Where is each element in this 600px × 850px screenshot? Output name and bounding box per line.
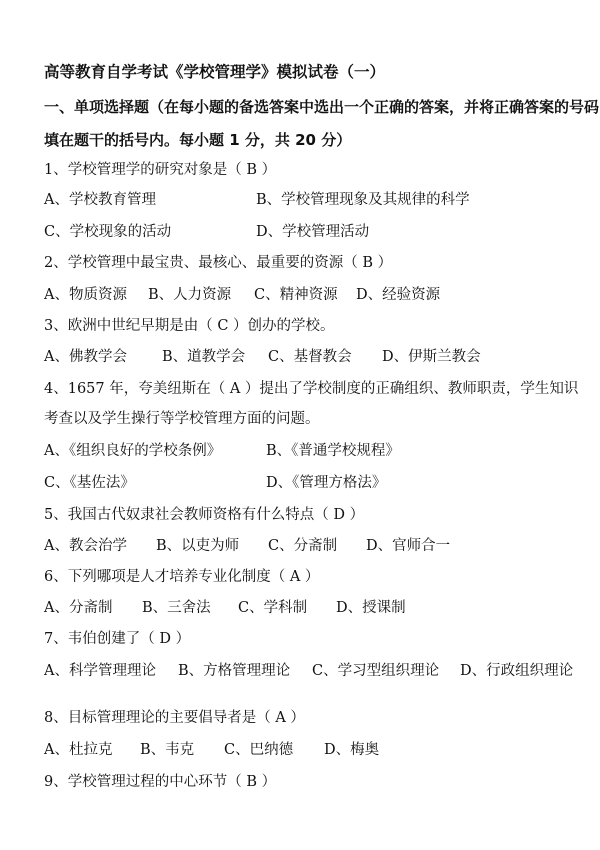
question-5-option-d: D、官师合一 <box>366 538 451 554</box>
question-6-option-b: B、三舍法 <box>142 600 211 616</box>
question-2-option-d: D、经验资源 <box>356 287 441 303</box>
question-4-option-a: A、《组织良好的学校条例》 <box>44 443 222 459</box>
question-7-option-d: D、行政组织理论 <box>460 663 574 679</box>
question-6-option-c: C、学科制 <box>238 600 308 616</box>
question-5-option-b: B、以吏为师 <box>156 538 240 554</box>
question-2-option-a: A、物质资源 <box>44 287 127 303</box>
question-4-option-d: D、《管理方格法》 <box>266 475 387 491</box>
question-7-option-c: C、学习型组织理论 <box>312 663 440 679</box>
question-1-option-c: C、学校现象的活动 <box>44 224 172 240</box>
question-8-option-b: B、韦克 <box>140 742 195 758</box>
question-4-stem-line1: 4、1657 年，夸美纽斯在（ A ）提出了学校制度的正确组织、教师职责，学生知识 <box>44 381 579 397</box>
question-3-stem: 3、欧洲中世纪早期是由（ C ）创办的学校。 <box>44 318 335 334</box>
question-2-stem: 2、学校管理中最宝贵、最核心、最重要的资源（ B ） <box>44 255 393 271</box>
question-9-stem: 9、学校管理过程的中心环节（ B ） <box>44 774 277 790</box>
question-2-option-b: B、人力资源 <box>148 287 232 303</box>
question-3-option-a: A、佛教学会 <box>44 349 127 365</box>
question-4-stem-line2: 考查以及学生操行等学校管理方面的问题。 <box>44 411 320 427</box>
question-3-option-d: D、伊斯兰教会 <box>382 349 481 365</box>
question-7-option-a: A、科学管理理论 <box>44 663 156 679</box>
question-4-option-c: C、《基佐法》 <box>44 475 135 491</box>
question-1-option-b: B、学校管理现象及其规律的科学 <box>256 192 470 208</box>
question-7-option-b: B、方格管理理论 <box>178 663 291 679</box>
question-1-stem: 1、学校管理学的研究对象是（ B ） <box>44 162 277 178</box>
section-heading-line1: 一、单项选择题（在每小题的备选答案中选出一个正确的答案，并将正确答案的号码 <box>44 98 600 116</box>
question-4-option-b: B、《普通学校规程》 <box>266 443 400 459</box>
question-1-option-d: D、学校管理活动 <box>256 224 370 240</box>
question-5-option-a: A、教会治学 <box>44 538 127 554</box>
question-8-option-a: A、杜拉克 <box>44 742 113 758</box>
question-6-option-d: D、授课制 <box>336 600 406 616</box>
exam-title: 高等教育自学考试《学校管理学》模拟试卷（一） <box>44 63 386 81</box>
question-6-stem: 6、下列哪项是人才培养专业化制度（ A ） <box>44 569 320 585</box>
question-3-option-b: B、道教学会 <box>162 349 246 365</box>
question-3-option-c: C、基督教会 <box>268 349 352 365</box>
question-7-stem: 7、韦伯创建了（ D ） <box>44 631 191 647</box>
question-8-option-d: D、梅奥 <box>324 742 380 758</box>
question-1-option-a: A、学校教育管理 <box>44 192 156 208</box>
question-5-option-c: C、分斋制 <box>268 538 338 554</box>
question-2-option-c: C、精神资源 <box>254 287 338 303</box>
question-8-option-c: C、巴纳德 <box>224 742 294 758</box>
question-5-stem: 5、我国古代奴隶社会教师资格有什么特点（ D ） <box>44 507 365 523</box>
section-heading-line2: 填在题干的括号内。每小题 1 分，共 20 分） <box>44 131 352 149</box>
question-8-stem: 8、目标管理理论的主要倡导者是（ A ） <box>44 710 305 726</box>
question-6-option-a: A、分斋制 <box>44 600 113 616</box>
